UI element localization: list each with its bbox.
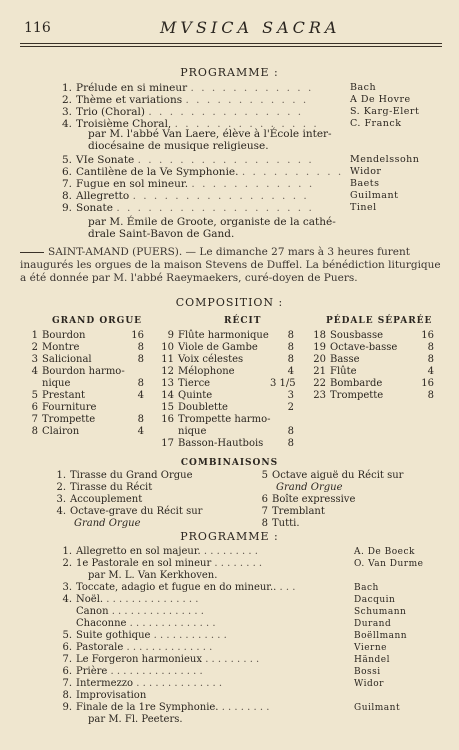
stop-footage: 16 [421, 330, 434, 341]
item-number: 7. [62, 654, 72, 665]
stop-footage: 4 [137, 426, 144, 437]
item-title [76, 594, 198, 606]
item-title-text: Allegretto en sol majeur. [76, 546, 201, 557]
stop-footage: 16 [421, 378, 434, 389]
combinaison-number: 1. [56, 470, 66, 481]
item-title [76, 666, 203, 678]
stop-item [160, 390, 294, 402]
stop-item [312, 378, 434, 390]
stop-footage: 2 [287, 402, 294, 413]
item-composer: Baets [350, 178, 380, 189]
item-title [76, 654, 259, 666]
item-number: 3. [61, 106, 72, 118]
grand-orgue-heading: GRAND ORGUE [52, 316, 143, 326]
stop-name: Montre [42, 342, 80, 353]
item-title [76, 606, 204, 618]
item-number: 5. [61, 154, 72, 166]
item-title-text: Sonate [76, 202, 113, 214]
stop-name: nique [42, 378, 71, 389]
stop-number: 4 [31, 366, 38, 377]
stop-item [160, 342, 294, 354]
item-leader-dots: . . . . . . . . . . . . . . . . . [132, 190, 309, 202]
item-title [76, 154, 314, 166]
item-number: 1. [62, 546, 72, 557]
stop-name: Fourniture [42, 402, 97, 413]
header-rule-double [20, 46, 442, 47]
item-title-text: Le Forgeron harmonieux [76, 654, 202, 665]
item-number: 4. [62, 594, 72, 605]
item-composer: Widor [354, 679, 384, 689]
stop-footage: 8 [427, 390, 434, 401]
combinaison-item [52, 494, 142, 506]
item-title-text: Improvisation [76, 690, 147, 701]
item-composer: Mendelssohn [350, 154, 420, 165]
item-composer: Händel [354, 655, 390, 665]
item-title [76, 82, 313, 94]
stop-footage: 3 [287, 390, 294, 401]
page-number: 116 [24, 20, 51, 36]
stop-item [160, 354, 294, 366]
stop-name: Basse [330, 354, 360, 365]
stop-name: Clairon [42, 426, 80, 437]
item-leader-dots: . . . . . . . . . . . . . . . . . . . [116, 202, 314, 214]
stop-number: 14 [161, 390, 174, 401]
stop-number: 18 [313, 330, 326, 341]
stop-footage: 8 [427, 342, 434, 353]
stop-number: 12 [161, 366, 174, 377]
item-number: 1. [61, 82, 72, 94]
stop-number: 6 [31, 402, 38, 413]
stop-name: Salicional [42, 354, 92, 365]
item-composer: C. Franck [350, 118, 402, 129]
item-leader-dots: . . . . . . . . . [205, 654, 260, 665]
item-number: 9. [61, 202, 72, 214]
stop-name: Sousbasse [330, 330, 383, 341]
item-number: 4. [61, 118, 72, 130]
item-leader-dots: . . . . . . . . . . . . . . . [111, 606, 204, 617]
stop-item [24, 378, 144, 390]
stop-name: Mélophone [178, 366, 235, 377]
item-leader-dots: . . . . . . . . . . . . [190, 82, 314, 94]
combinaison-text: Tremblant [272, 506, 325, 517]
stop-number: 1 [31, 330, 38, 341]
item-leader-dots: . . . . . . . . . . . . [185, 94, 309, 106]
stop-name: Bourdon [42, 330, 86, 341]
item-composer: Widor [350, 166, 382, 177]
stop-number: 7 [31, 414, 38, 425]
item-leader-dots: . . . . . . . . . . [241, 166, 344, 178]
stop-number: 15 [161, 402, 174, 413]
item-title-text: par M. L. Van Kerkhoven. [88, 570, 218, 581]
item-title [76, 678, 222, 690]
stop-item [312, 366, 434, 378]
stop-number: 9 [167, 330, 174, 341]
combinaison-item [254, 470, 403, 482]
combinaison-item [52, 470, 192, 482]
stop-item [160, 366, 294, 378]
stop-number: 23 [313, 390, 326, 401]
stop-footage: 8 [287, 426, 294, 437]
item-title-text: Troisième Choral, [76, 118, 172, 130]
stop-name: Voix célestes [178, 354, 244, 365]
item-title-text: Intermezzo [76, 678, 134, 689]
item-number: 9. [62, 702, 72, 713]
stop-item [312, 342, 434, 354]
stop-footage: 16 [131, 330, 144, 341]
item-leader-dots: . . . . . . . . . . . . . . . [110, 666, 203, 677]
item-leader-dots: . . . . . . . . . . . . . . [129, 618, 216, 629]
stop-footage: 8 [137, 354, 144, 365]
item-title [88, 714, 183, 726]
composition-heading: COMPOSITION : [175, 296, 284, 309]
item-title-text: Fugue en sol mineur. [76, 178, 189, 190]
item-title-text: Cantilène de la Ve Symphonie. [76, 166, 239, 178]
item-title-text: Finale de la 1re Symphonie. [76, 702, 219, 713]
item-number: 3. [62, 582, 72, 593]
programme-performer-line: drale Saint-Bavon de Gand. [88, 228, 235, 240]
item-leader-dots: . . . . . . . . . . . . [153, 630, 227, 641]
stop-number: 17 [161, 438, 174, 449]
item-composer: A De Hovre [350, 94, 411, 105]
combinaison-item [254, 482, 343, 494]
combinaison-number: 5 [261, 470, 268, 481]
stop-name: Quinte [178, 390, 213, 401]
header-rule [20, 43, 442, 44]
item-title [76, 702, 269, 714]
item-number: 8. [62, 690, 72, 701]
item-leader-dots: . . . . . . . . . . . . . . . . . [137, 154, 314, 166]
item-title [76, 94, 308, 106]
item-leader-dots: . . . [279, 582, 296, 593]
programme-heading: PROGRAMME : [180, 66, 279, 79]
stop-footage: 8 [287, 342, 294, 353]
stop-item [24, 330, 144, 342]
stop-footage: 8 [137, 342, 144, 353]
item-composer: O. Van Durme [354, 559, 424, 569]
combinaison-text: Tirasse du Récit [70, 482, 153, 493]
stop-number: 19 [313, 342, 326, 353]
stop-footage: 8 [287, 438, 294, 449]
stop-name: Bombarde [330, 378, 383, 389]
item-number: 6. [62, 642, 72, 653]
combinaison-number: 4. [56, 506, 66, 517]
programme2-heading: PROGRAMME : [180, 530, 279, 543]
stop-footage: 4 [427, 366, 434, 377]
stop-footage: 4 [137, 390, 144, 401]
combinaison-number: 2. [56, 482, 66, 493]
stop-name: Trompette [330, 390, 384, 401]
item-leader-dots: . . . . . . . . . . . . [191, 178, 315, 190]
item-title [76, 558, 262, 570]
stop-name: Prestant [42, 390, 85, 401]
pedale-heading: PÉDALE SÉPARÉE [326, 316, 433, 326]
stop-item [24, 342, 144, 354]
stop-number: 22 [313, 378, 326, 389]
stop-footage: 8 [137, 378, 144, 389]
item-leader-dots: . . . . . . . . [214, 558, 263, 569]
stop-name: Trompette [42, 414, 96, 425]
item-composer: Guilmant [350, 190, 399, 201]
item-title [76, 166, 343, 178]
item-title-text: Pastorale [76, 642, 124, 653]
combinaison-number: 6 [261, 494, 268, 505]
stop-item [160, 426, 294, 438]
item-number: 6. [61, 166, 72, 178]
item-composer: Bossi [354, 667, 381, 677]
stop-footage: 4 [287, 366, 294, 377]
item-number: 6. [62, 666, 72, 677]
item-leader-dots: . . . . . . . . . . . . . . . [106, 594, 199, 605]
stop-item [24, 366, 125, 378]
combinaison-item [254, 518, 300, 530]
stop-item [312, 330, 434, 342]
item-title-text: Toccate, adagio et fugue en do mineur.. [76, 582, 277, 593]
stop-number: 3 [31, 354, 38, 365]
stop-name: nique [178, 426, 207, 437]
stop-number: 16 [161, 414, 174, 425]
stop-name: Tierce [178, 378, 211, 389]
combinaison-item [254, 494, 355, 506]
item-leader-dots: . . . . . . . . . [203, 546, 258, 557]
item-leader-dots: . . . . . . . . . . . . . . [174, 118, 319, 130]
stop-item [312, 390, 434, 402]
programme-performer-line: par M. l'abbé Van Laere, élève à l'École inter- [88, 128, 332, 140]
item-composer: S. Karg-Elert [350, 106, 420, 117]
stop-item [160, 330, 294, 342]
stop-number: 13 [161, 378, 174, 389]
article-line: SAINT-AMAND (PUERS). — Le dimanche 27 mars à 3 heures furent [48, 246, 410, 258]
item-title-text: 1e Pastorale en sol mineur [76, 558, 212, 569]
stop-number: 2 [31, 342, 38, 353]
item-title-text: Prière [76, 666, 108, 677]
stop-item [160, 378, 296, 390]
combinaison-item [52, 518, 141, 530]
item-title [76, 690, 146, 702]
item-composer: A. De Boeck [354, 547, 415, 557]
stop-name: Viole de Gambe [178, 342, 258, 353]
item-title [76, 106, 303, 118]
item-composer: Guilmant [354, 703, 401, 713]
combinaison-text: Tutti. [272, 518, 300, 529]
item-title-text: Chaconne [76, 618, 127, 629]
item-title [88, 570, 217, 582]
item-leader-dots: . . . . . . . . . . . . . . . [148, 106, 304, 118]
stop-number: 20 [313, 354, 326, 365]
combinaison-text: Grand Orgue [276, 482, 343, 493]
stop-item [160, 414, 270, 426]
item-title [76, 178, 314, 190]
item-title-text: par M. Fl. Peeters. [88, 714, 183, 725]
item-title [76, 630, 227, 642]
item-composer: Tinel [350, 202, 377, 213]
item-composer: Bach [350, 82, 377, 93]
stop-item [24, 354, 144, 366]
item-composer: Bach [354, 583, 379, 593]
stop-item [24, 414, 144, 426]
stop-number: 8 [31, 426, 38, 437]
stop-item [24, 390, 144, 402]
item-title [76, 190, 309, 202]
combinaison-text: Accouplement [70, 494, 143, 505]
combinaison-number: 7 [261, 506, 268, 517]
combinaison-number: 3. [56, 494, 66, 505]
stop-footage: 8 [427, 354, 434, 365]
stop-name: Octave-basse [330, 342, 398, 353]
stop-item [24, 402, 96, 414]
item-leader-dots: . . . . . . . . . . . . . . [126, 642, 213, 653]
item-number: 7. [61, 178, 72, 190]
item-title [76, 618, 216, 630]
item-number: 8. [61, 190, 72, 202]
page-header [20, 14, 440, 40]
stop-footage: 8 [287, 354, 294, 365]
stop-item [160, 402, 294, 414]
item-title-text: VIe Sonate [76, 154, 135, 166]
article-line: a été donnée par M. l'abbé Raeymaekers, curé-doyen de Puers. [20, 272, 358, 284]
stop-name: Basson-Hautbois [178, 438, 264, 449]
item-title-text: Suite gothique [76, 630, 151, 641]
item-title-text: Canon [76, 606, 109, 617]
stop-footage: 8 [287, 330, 294, 341]
recit-heading: RÉCIT [224, 316, 262, 326]
stop-name: Flûte [330, 366, 357, 377]
stop-name: Doublette [178, 402, 228, 413]
item-leader-dots: . . . . . . . . . . . . . . [136, 678, 223, 689]
item-title-text: Trio (Choral) [76, 106, 145, 118]
stop-footage: 8 [137, 414, 144, 425]
combinaison-text: Boîte expressive [272, 494, 356, 505]
stop-number: 10 [161, 342, 174, 353]
article-line: inaugurés les orgues de la maison Stevens de Duffel. La bénédiction liturgique [20, 259, 441, 271]
stop-footage: 3 1/5 [270, 378, 296, 389]
combinaison-text: Octave-grave du Récit sur [70, 506, 203, 517]
stop-name: Bourdon harmo- [42, 366, 125, 377]
item-number: 2. [62, 558, 72, 569]
item-composer: Schumann [354, 607, 407, 617]
item-number: 5. [62, 630, 72, 641]
item-title-text: Thème et variations [76, 94, 183, 106]
combinaison-text: Tirasse du Grand Orgue [70, 470, 193, 481]
stop-name: Flûte harmonique [178, 330, 269, 341]
item-title-text: Prélude en si mineur [76, 82, 188, 94]
running-title: MVSICA SACRA [160, 18, 341, 37]
item-number: 7. [62, 678, 72, 689]
stop-number: 11 [161, 354, 174, 365]
stop-number: 5 [31, 390, 38, 401]
stop-number: 21 [313, 366, 326, 377]
item-leader-dots: . . . . . . . . [221, 702, 270, 713]
item-number: 2. [61, 94, 72, 106]
item-composer: Dacquin [354, 595, 396, 605]
item-composer: Boëllmann [354, 631, 408, 641]
combinaison-item [52, 482, 152, 494]
combinaison-item [52, 506, 202, 518]
programme-performer-line: diocésaine de musique religieuse. [88, 140, 269, 152]
combinaison-number: 8 [261, 518, 268, 529]
item-title-text: Allegretto [76, 190, 130, 202]
combinaisons-heading: COMBINAISONS [180, 458, 279, 468]
stop-item [312, 354, 434, 366]
item-title [76, 642, 212, 654]
stop-name: Trompette harmo- [178, 414, 271, 425]
programme-performer-line: par M. Émile de Groote, organiste de la cathé- [88, 216, 336, 228]
combinaison-text: Grand Orgue [74, 518, 141, 529]
item-title [76, 546, 258, 558]
item-composer: Durand [354, 619, 392, 629]
combinaison-item [254, 506, 325, 518]
item-composer: Vierne [354, 643, 387, 653]
stop-item [160, 438, 294, 450]
item-title [76, 582, 295, 594]
stop-item [24, 426, 144, 438]
item-title [76, 202, 314, 214]
item-title-text: Noël. [76, 594, 104, 605]
combinaison-text: Octave aiguë du Récit sur [272, 470, 404, 481]
